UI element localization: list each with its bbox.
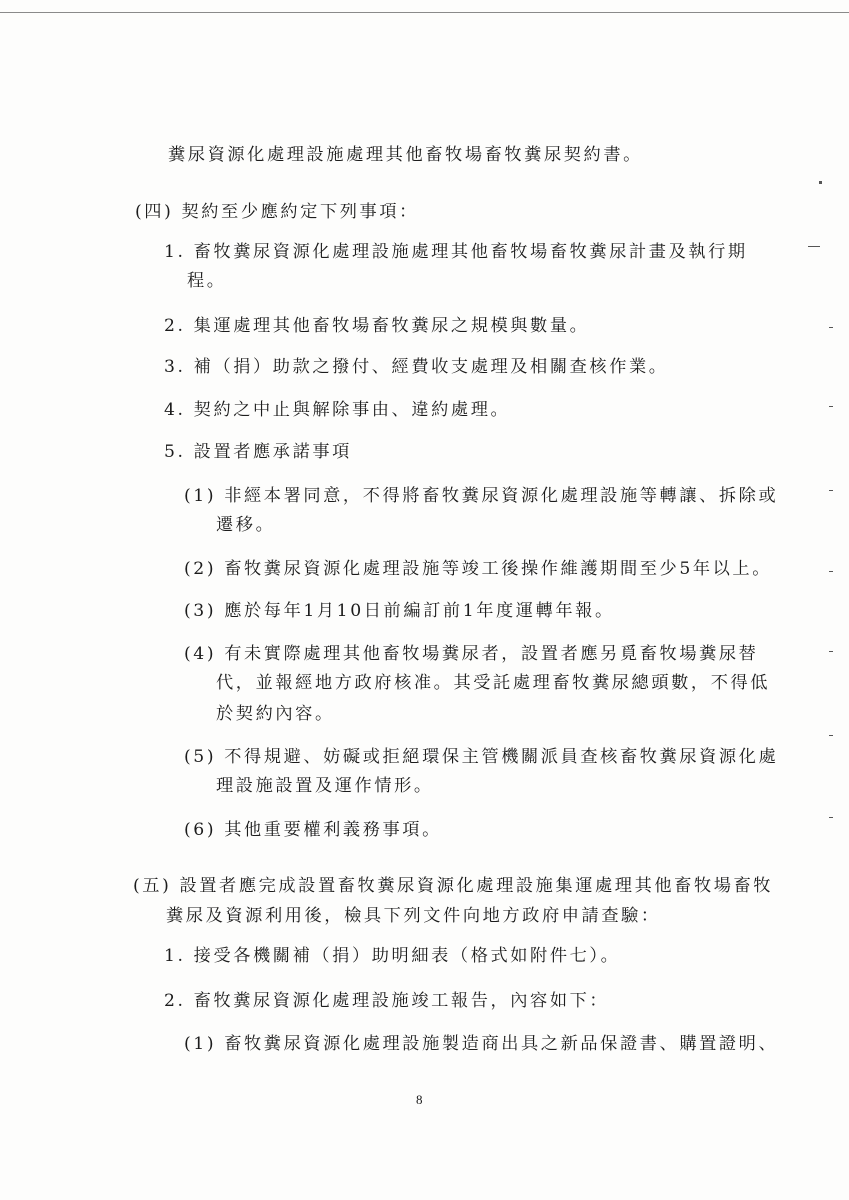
section-5-item-2-sub-1: (1) 畜牧糞尿資源化處理設施製造商出具之新品保證書、購置證明、 [184,1034,779,1054]
scan-speck [829,735,833,736]
item-5-sub-4-cont-2: 於契約內容。 [216,704,335,724]
item-5-sub-4-cont-1: 代，並報經地方政府核准。其受託處理畜牧糞尿總頭數，不得低 [216,673,771,693]
scan-speck [829,490,833,491]
scan-speck [808,246,820,247]
scan-speck [829,406,833,407]
item-5-sub-1: (1) 非經本署同意，不得將畜牧糞尿資源化處理設施等轉讓、拆除或 [184,486,779,506]
scan-speck [829,817,833,818]
section-5-heading: (五) 設置者應完成設置畜牧糞尿資源化處理設施集運處理其他畜牧場畜牧 [133,876,774,896]
section-4-item-1: 1. 畜牧糞尿資源化處理設施處理其他畜牧場畜牧糞尿計畫及執行期 [164,242,748,262]
item-5-sub-3: (3) 應於每年1月10日前編訂前1年度運轉年報。 [184,601,615,621]
page-number: 8 [416,1092,423,1107]
item-5-sub-5: (5) 不得規避、妨礙或拒絕環保主管機關派員查核畜牧糞尿資源化處 [184,747,779,767]
section-4-item-5: 5. 設置者應承諾事項 [164,442,352,462]
scan-speck [829,327,833,328]
section-5-heading-cont: 糞尿及資源利用後，檢具下列文件向地方政府申請查驗： [166,906,661,926]
item-5-sub-5-cont: 理設施設置及運作情形。 [216,776,434,796]
section-5-item-1: 1. 接受各機關補（捐）助明細表（格式如附件七）。 [164,946,621,966]
scan-speck [829,651,833,652]
scan-speck [829,571,833,572]
section-4-item-1-cont: 程。 [187,271,227,291]
section-4-heading: (四) 契約至少應約定下列事項： [135,202,419,222]
section-4-item-4: 4. 契約之中止與解除事由、違約處理。 [164,400,511,420]
item-5-sub-6: (6) 其他重要權利義務事項。 [184,820,442,840]
scan-top-border [0,12,849,13]
item-5-sub-1-cont: 遷移。 [216,515,276,535]
section-5-item-2: 2. 畜牧糞尿資源化處理設施竣工報告，內容如下： [164,991,610,1011]
item-5-sub-4: (4) 有未實際處理其他畜牧場糞尿者，設置者應另覓畜牧場糞尿替 [184,644,759,664]
intro-line: 糞尿資源化處理設施處理其他畜牧場畜牧糞尿契約書。 [168,145,643,165]
scan-speck [819,181,822,184]
section-4-item-2: 2. 集運處理其他畜牧場畜牧糞尿之規模與數量。 [164,316,590,336]
item-5-sub-2: (2) 畜牧糞尿資源化處理設施等竣工後操作維護期間至少5年以上。 [184,559,773,579]
section-4-item-3: 3. 補（捐）助款之撥付、經費收支處理及相關查核作業。 [164,357,669,377]
